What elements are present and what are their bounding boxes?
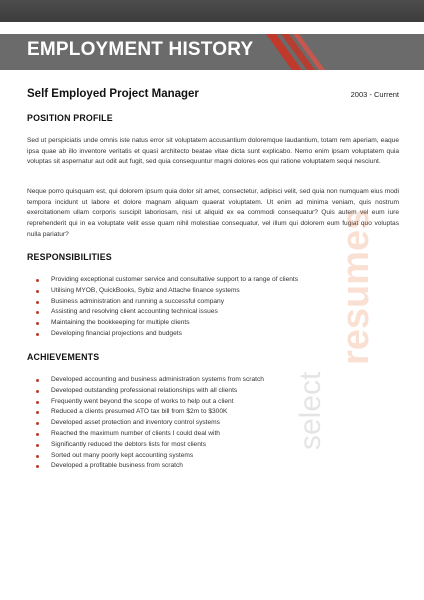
bullet-icon [36, 411, 39, 414]
list-item: Reached the maximum number of clients I could deal with [27, 429, 264, 440]
bullet-icon [36, 455, 39, 458]
list-item: Sorted out many poorly kept accounting systems [27, 451, 264, 462]
position-profile-heading: POSITION PROFILE [27, 113, 113, 123]
achievements-heading: ACHIEVEMENTS [27, 352, 100, 362]
bullet-icon [36, 390, 39, 393]
list-item: Significantly reduced the debtors lists for most clients [27, 440, 264, 451]
responsibilities-heading: RESPONSIBILITIES [27, 252, 112, 262]
section-title-band [0, 34, 424, 70]
bullet-icon [36, 301, 39, 304]
bullet-icon [36, 422, 39, 425]
list-item: Utilising MYOB, QuickBooks, Sybiz and Attache finance systems [27, 286, 298, 297]
list-item: Developed accounting and business administration systems from scratch [27, 375, 264, 386]
list-item: Developing financial projections and budgets [27, 329, 298, 340]
bullet-icon [36, 333, 39, 336]
watermark-text-select: select [294, 371, 327, 450]
achievements-list [27, 375, 264, 472]
list-item: Frequently went beyond the scope of works to help out a client [27, 397, 264, 408]
job-dates: 2003 - Current [350, 90, 399, 99]
bullet-icon [36, 433, 39, 436]
list-item: Business administration and running a successful company [27, 297, 298, 308]
list-item: Maintaining the bookkeeping for multiple clients [27, 318, 298, 329]
bullet-icon [36, 322, 39, 325]
bullet-icon [36, 279, 39, 282]
list-item: Reduced a clients presumed ATO tax bill from $2m to $300K [27, 407, 264, 418]
bullet-icon [36, 465, 39, 468]
watermark-text-resumes: resumes [335, 208, 377, 365]
bullet-icon [36, 444, 39, 447]
list-item: Providing exceptional customer service and consultative support to a range of clients [27, 275, 298, 286]
bullet-icon [36, 311, 39, 314]
responsibilities-list [27, 275, 298, 340]
bullet-icon [36, 401, 39, 404]
profile-paragraph: Sed ut perspiciatis unde omnis iste natus error sit voluptatem accusantium doloremque laudantium, totam rem aperiam, eaque ipsa quae ab illo inventore veritatis et quasi architecto beatae vitae dicta sunt explicabo. Nemo enim ipsam voluptatem quia voluptas sit aspernatur aut odit aut fugit, sed quia consequuntur magni dolores eos qui ratione voluptatem sequi nesciunt. [27, 137, 399, 166]
list-item: Assisting and resolving client accounting technical issues [27, 307, 298, 318]
list-item: Developed asset protection and inventory control systems [27, 418, 264, 429]
bullet-icon [36, 379, 39, 382]
page-title: EMPLOYMENT HISTORY [27, 39, 254, 60]
profile-paragraph: Neque porro quisquam est, qui dolorem ipsum quia dolor sit amet, consectetur, adipisci velit, sed quia non numquam eius modi tempora incidunt ut labore et dolore magnam aliquam quaerat voluptatem. Ut enim ad minima veniam, quis nostrum exercitationem ullam corporis suscipit laboriosam, nisi ut aliquid ex ea commodi consequatur? Quis autem vel eum iure reprehenderit qui in ea voluptate velit esse quam nihil molestiae consequatur, vel illum qui dolorem eum fugiat quo voluptas nulla pariatur? [27, 188, 399, 238]
bullet-icon [36, 290, 39, 293]
job-header [27, 88, 399, 104]
job-title: Self Employed Project Manager [27, 88, 199, 100]
list-item: Developed outstanding professional relationships with all clients [27, 386, 264, 397]
decorative-slashes-icon [262, 34, 342, 70]
list-item: Developed a profitable business from scratch [27, 461, 264, 472]
top-header-strip [0, 0, 424, 22]
